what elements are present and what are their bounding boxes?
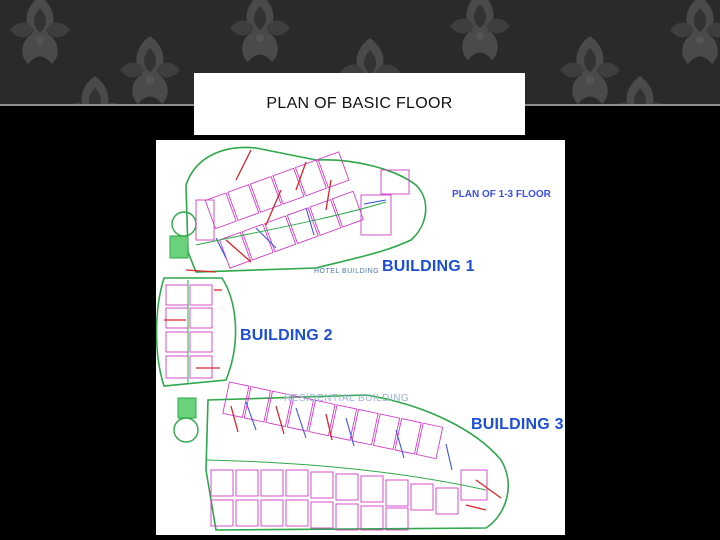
hotel-building-label: HOTEL BUILDING xyxy=(314,268,380,275)
building-2-label: BUILDING 2 xyxy=(240,327,333,344)
residential-building-label: RESIDENTIAL BUILDING xyxy=(284,393,410,404)
slide-title: PLAN OF BASIC FLOOR xyxy=(266,95,453,112)
title-box xyxy=(194,73,525,135)
building-3-label: BUILDING 3 xyxy=(471,416,564,433)
floor-plan-label: PLAN OF 1-3 FLOOR xyxy=(452,189,551,200)
building-1-label: BUILDING 1 xyxy=(382,258,475,275)
building-1-outline xyxy=(186,147,426,272)
floor-plan-image xyxy=(156,140,565,535)
